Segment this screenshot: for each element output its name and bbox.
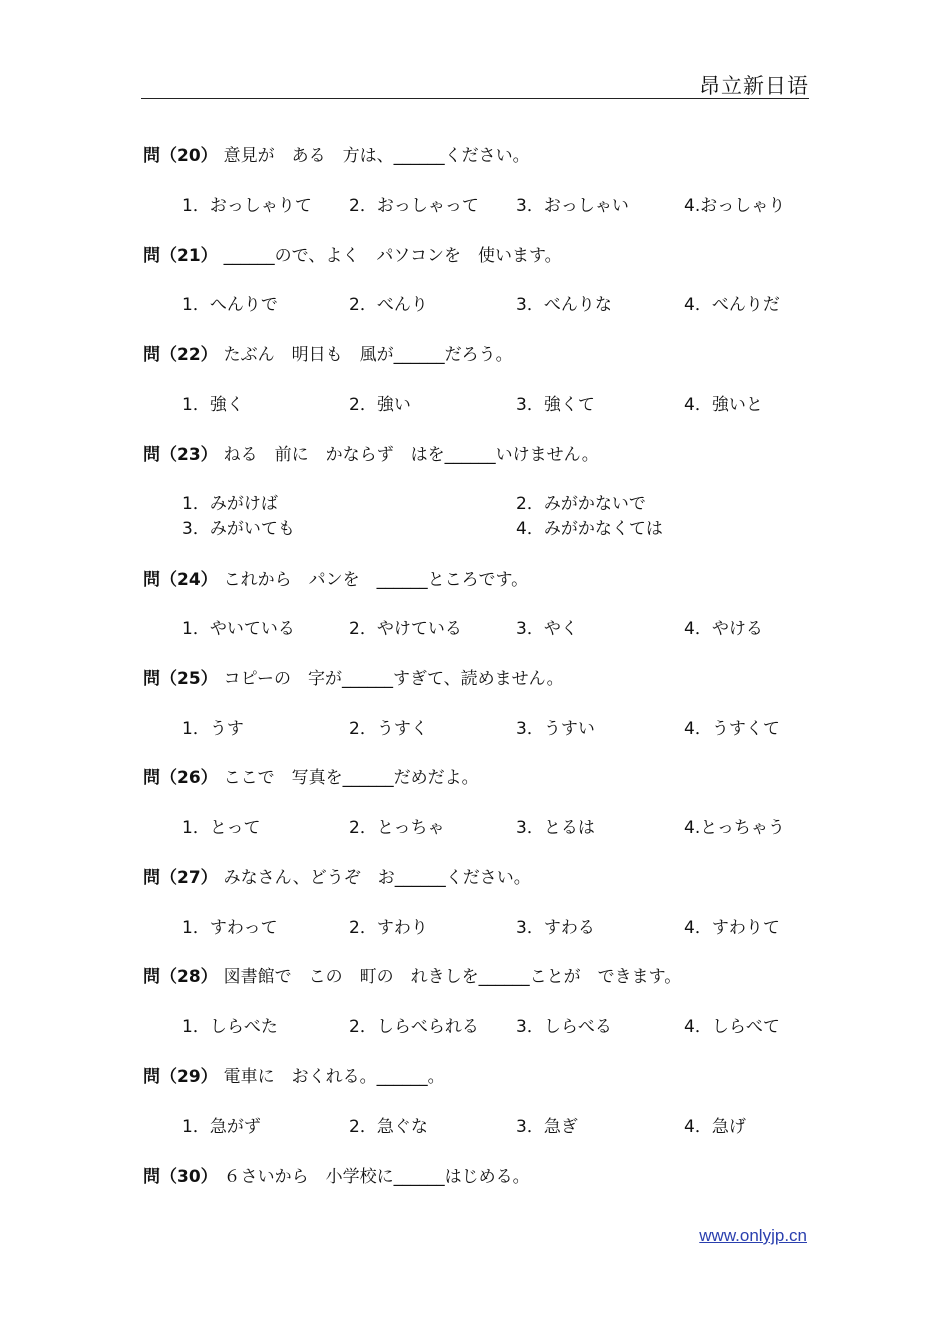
option: 1．とって [182,818,261,838]
question-number: 問（22） [143,345,218,365]
question-27 [143,863,531,888]
question-number: 問（20） [143,146,218,166]
option: 2．みがかないで [516,494,646,514]
footer-link[interactable]: www.onlyjp.cn [699,1226,807,1245]
option: 1．やいている [182,619,295,639]
option: 3．すわる [516,918,595,938]
question-number: 問（24） [143,570,218,590]
option: 4．うすくて [684,719,780,739]
option: 2．うすく [349,719,428,739]
option: 1．みがけば [182,494,278,514]
question-28 [143,962,681,987]
question-number: 問（21） [143,246,218,266]
header-title: 昂立新日语 [699,74,809,98]
option: 1．うす [182,719,244,739]
question-text: たぶん 明日も 風が______だろう。 [223,345,513,365]
option: 1．急がず [182,1117,261,1137]
option: 2．とっちゃ [349,818,445,838]
option: 1．おっしゃりて [182,196,312,216]
option: 4．やける [684,619,763,639]
question-21 [143,241,562,266]
option: 3．とるは [516,818,595,838]
option: 3．うすい [516,719,595,739]
option: 3．強くて [516,395,595,415]
question-text: ______ので、よく パソコンを 使います。 [223,246,562,266]
question-text: 電車に おくれる。______。 [223,1067,445,1087]
question-text: 図書館で この 町の れきしを______ことが できます。 [223,967,682,987]
option: 1．へんりで [182,295,278,315]
question-number: 問（29） [143,1067,218,1087]
question-26 [143,763,479,788]
question-20 [143,141,530,166]
question-text: みなさん、どうぞ お______ください。 [223,868,531,888]
question-text: ６さいから 小学校に______はじめる。 [223,1167,530,1187]
option: 4．急げ [684,1117,746,1137]
option: 3．みがいても [182,519,295,539]
question-number: 問（25） [143,669,218,689]
question-30 [143,1162,530,1187]
question-29 [143,1062,445,1087]
question-22 [143,340,513,365]
option: 4．しらべて [684,1017,780,1037]
option: 4．すわりて [684,918,780,938]
option: 2．べんり [349,295,428,315]
option: 2．急ぐな [349,1117,428,1137]
option: 2．おっしゃって [349,196,479,216]
question-text: 意見が ある 方は、______ください。 [223,146,530,166]
question-number: 問（23） [143,445,218,465]
option: 1．強く [182,395,244,415]
option: 4.とっちゃう [684,818,785,838]
option: 3．しらべる [516,1017,612,1037]
option: 2．すわり [349,918,428,938]
question-text: ここで 写真を______だめだよ。 [223,768,479,788]
question-text: これから パンを ______ところです。 [223,570,529,590]
option: 4．べんりだ [684,295,780,315]
question-number: 問（28） [143,967,218,987]
question-text: コピーの 字が______すぎて、読めません。 [223,669,564,689]
option: 2．やけている [349,619,462,639]
question-23 [143,440,599,465]
question-24 [143,565,528,590]
option: 1．しらべた [182,1017,278,1037]
option: 2．強い [349,395,411,415]
question-number: 問（27） [143,868,218,888]
question-text: ねる 前に かならず はを______いけません。 [223,445,599,465]
option: 4．みがかなくては [516,519,663,539]
option: 1．すわって [182,918,278,938]
question-number: 問（30） [143,1167,218,1187]
option: 3．やく [516,619,578,639]
option: 4.おっしゃり [684,196,786,216]
question-number: 問（26） [143,768,218,788]
header-rule [141,98,809,99]
question-25 [143,664,564,689]
option: 3．急ぎ [516,1117,578,1137]
option: 3．べんりな [516,295,612,315]
option: 2．しらべられる [349,1017,479,1037]
option: 3．おっしゃい [516,196,629,216]
option: 4．強いと [684,395,763,415]
